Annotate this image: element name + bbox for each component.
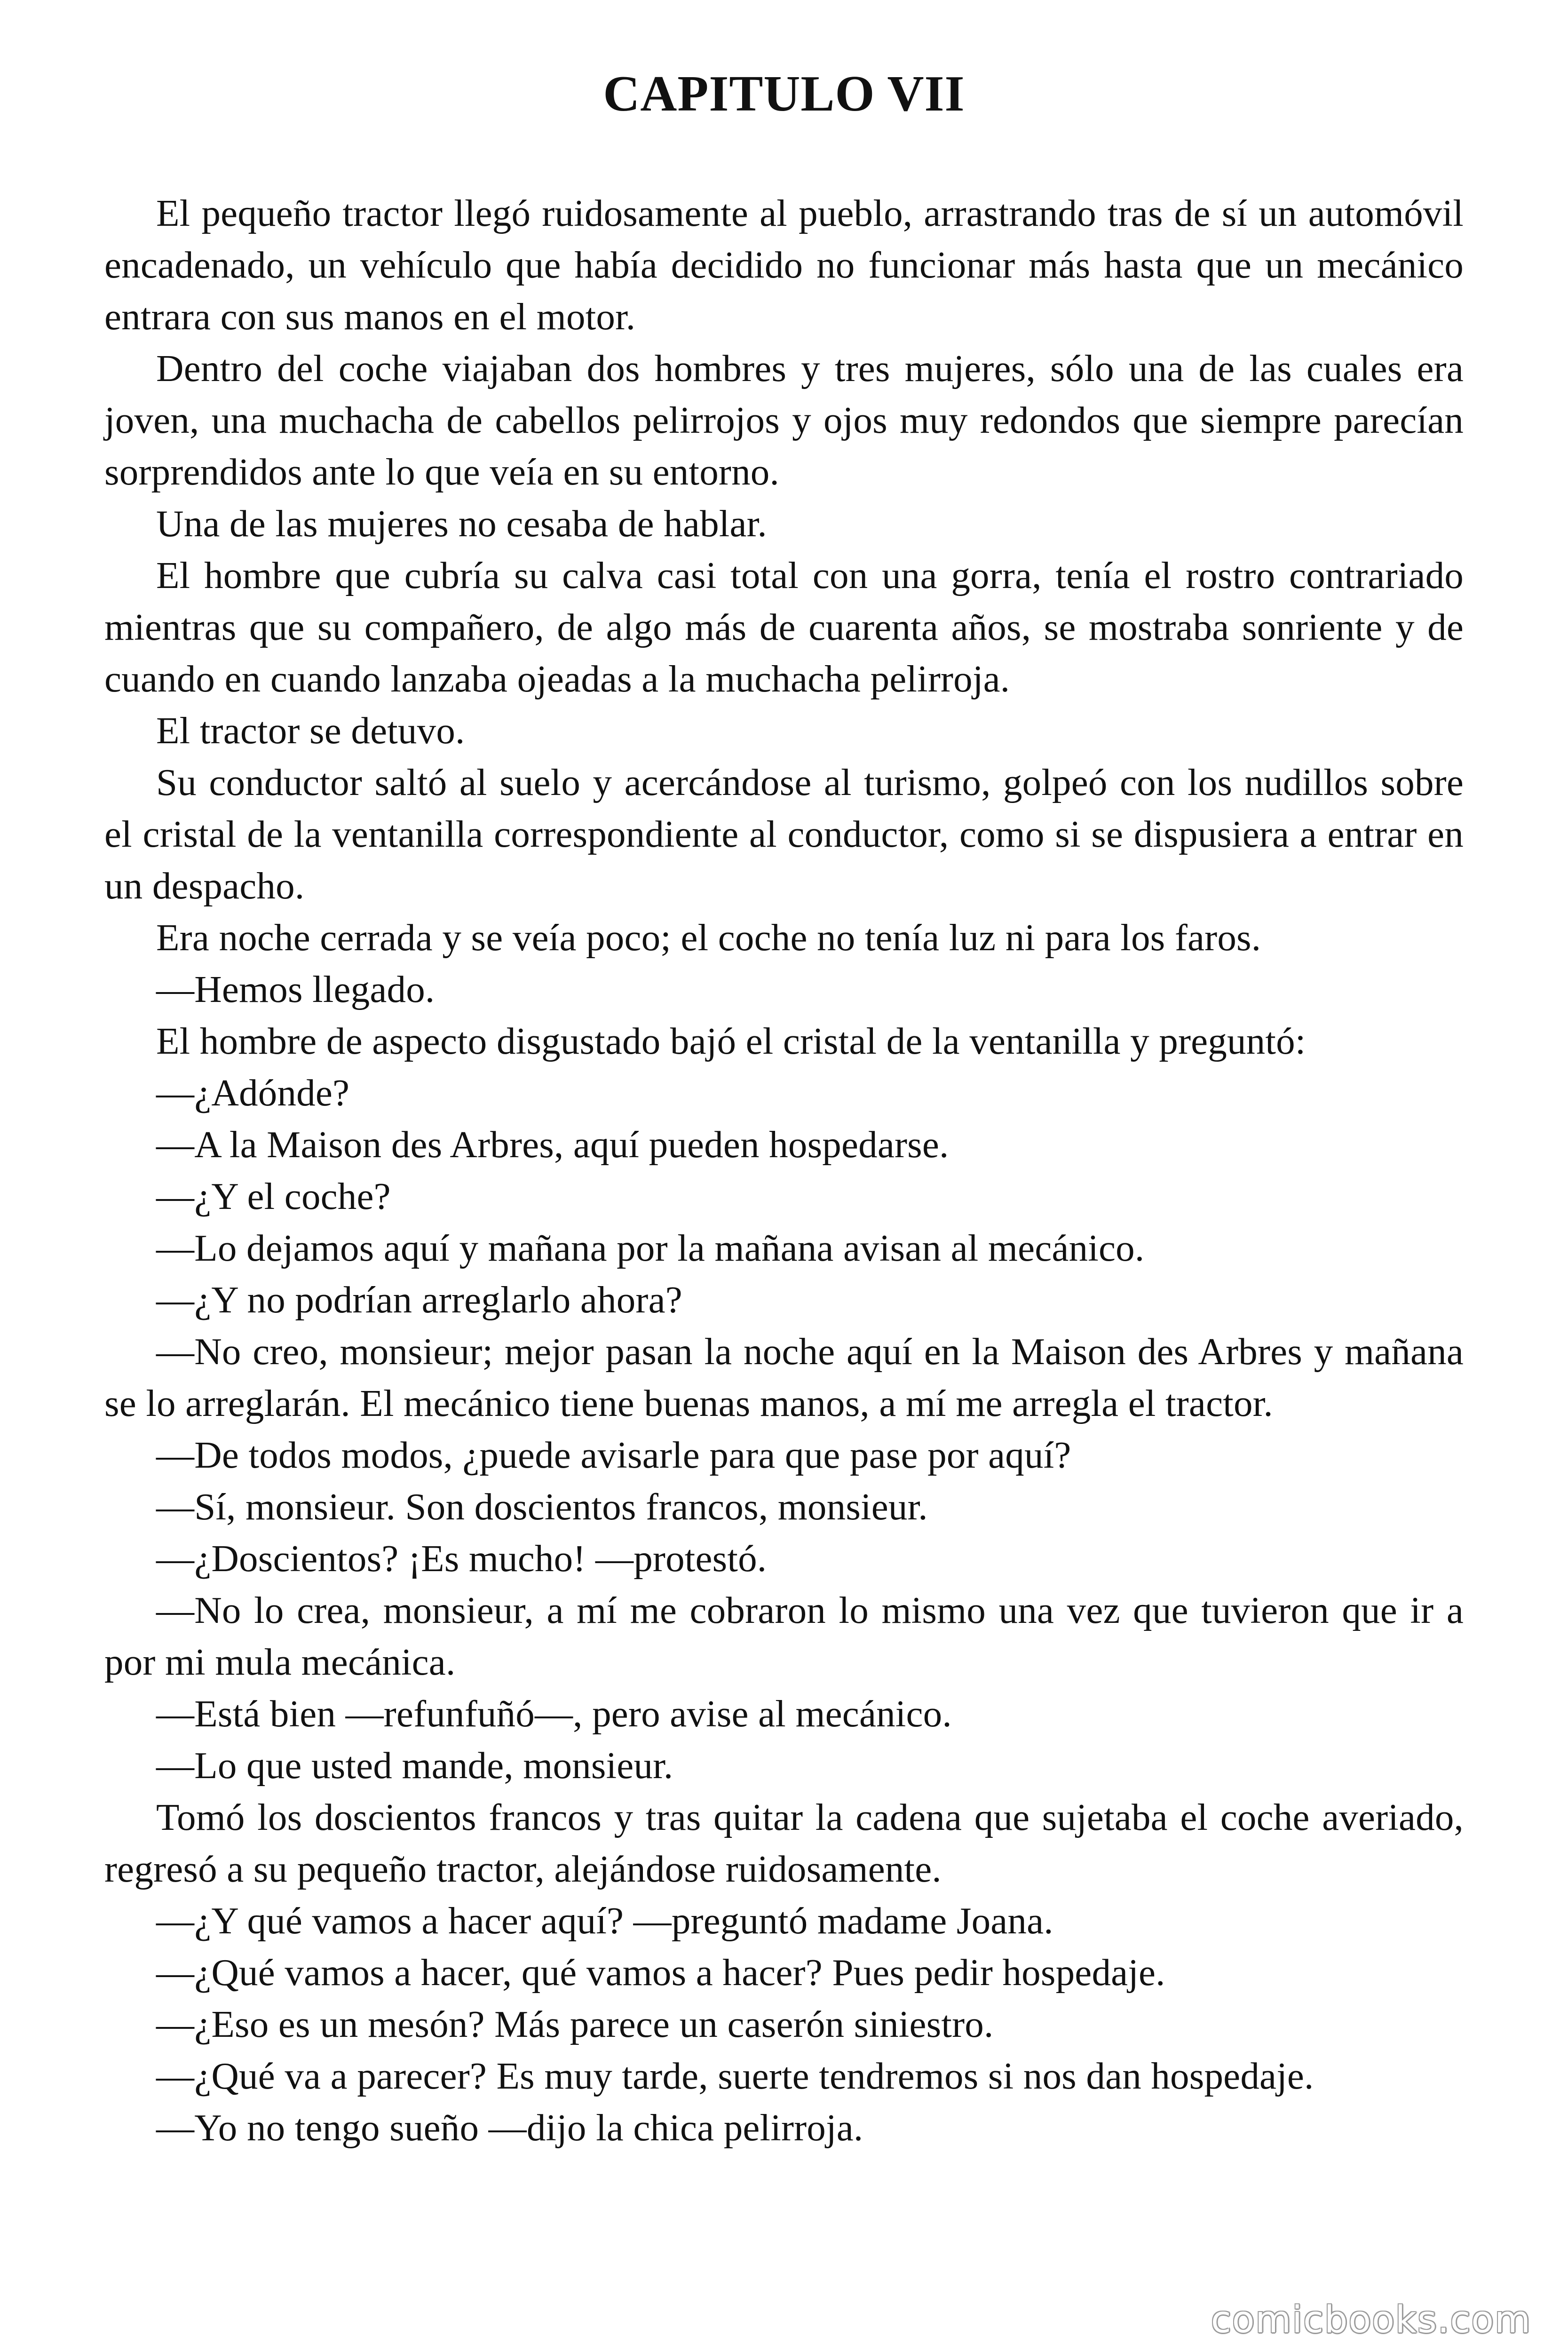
dialogue-line: —Lo dejamos aquí y mañana por la mañana avisan al mecánico. — [156, 1227, 1145, 1269]
dialogue-line: —¿Adónde? — [156, 1072, 350, 1114]
dialogue-line: —¿Doscientos? ¡Es mucho! —protestó. — [156, 1537, 767, 1580]
dialogue-line: —¿Qué vamos a hacer, qué vamos a hacer? Pues pedir hospedaje. — [156, 1951, 1165, 1994]
dialogue-line: —¿Y qué vamos a hacer aquí? —preguntó madame Joana. — [156, 1899, 1053, 1942]
dialogue-line: —¿Qué va a parecer? Es muy tarde, suerte tendremos si nos dan hospedaje. — [156, 2055, 1314, 2097]
dialogue-line: —¿Y no podrían arreglarlo ahora? — [156, 1279, 682, 1321]
dialogue-line: —Hemos llegado. — [156, 968, 435, 1010]
dialogue-line: —No lo crea, monsieur, a mí me cobraron lo mismo una vez que tuvieron que ir a por mi mula mecánica. — [104, 1589, 1464, 1683]
dialogue-line: —A la Maison des Arbres, aquí pueden hospedarse. — [156, 1123, 949, 1166]
paragraph: Tomó los doscientos francos y tras quitar la cadena que sujetaba el coche averiado, regresó a su pequeño tractor, alejándose ruidosamente. — [104, 1796, 1464, 1890]
paragraph: El pequeño tractor llegó ruidosamente al pueblo, arrastrando tras de sí un automóvil encadenado, un vehículo que había decidido no funcionar más hasta que un mecánico entrara con sus manos en el motor. — [104, 192, 1464, 338]
dialogue-line: —¿Eso es un mesón? Más parece un caserón siniestro. — [156, 2003, 994, 2045]
dialogue-line: —¿Y el coche? — [156, 1175, 391, 1217]
dialogue-line: —Está bien —refunfuñó—, pero avise al mecánico. — [156, 1692, 952, 1735]
dialogue-line: —No creo, monsieur; mejor pasan la noche aquí en la Maison des Arbres y mañana se lo arreglarán. El mecánico tiene buenas manos, a mí me arregla el tractor. — [104, 1330, 1464, 1424]
paragraph: Dentro del coche viajaban dos hombres y tres mujeres, sólo una de las cuales era joven, una muchacha de cabellos pelirrojos y ojos muy redondos que siempre parecían sorprendidos ante lo que veía en su entorno. — [104, 347, 1464, 493]
dialogue-line: —Sí, monsieur. Son doscientos francos, monsieur. — [156, 1486, 928, 1528]
paragraph: Una de las mujeres no cesaba de hablar. — [156, 502, 767, 545]
watermark: comicbooks.com — [1211, 2299, 1531, 2341]
dialogue-line: —Lo que usted mande, monsieur. — [156, 1744, 673, 1787]
paragraph: Su conductor saltó al suelo y acercándose al turismo, golpeó con los nudillos sobre el cristal de la ventanilla correspondiente al conductor, como si se dispusiera a entrar en un despacho. — [104, 761, 1464, 907]
chapter-text — [104, 187, 1464, 2153]
paragraph: El tractor se detuvo. — [156, 709, 465, 752]
dialogue-line: —De todos modos, ¿puede avisarle para que pase por aquí? — [156, 1434, 1071, 1476]
chapter-title: CAPITULO VII — [603, 66, 965, 122]
paragraph: El hombre que cubría su calva casi total con una gorra, tenía el rostro contrariado mientras que su compañero, de algo más de cuarenta años, se mostraba sonriente y de cuando en cuando lanzaba ojeadas a la muchacha pelirroja. — [104, 554, 1464, 700]
paragraph: El hombre de aspecto disgustado bajó el cristal de la ventanilla y preguntó: — [156, 1020, 1306, 1062]
dialogue-line: —Yo no tengo sueño —dijo la chica pelirroja. — [156, 2106, 863, 2149]
paragraph: Era noche cerrada y se veía poco; el coche no tenía luz ni para los faros. — [156, 916, 1261, 959]
